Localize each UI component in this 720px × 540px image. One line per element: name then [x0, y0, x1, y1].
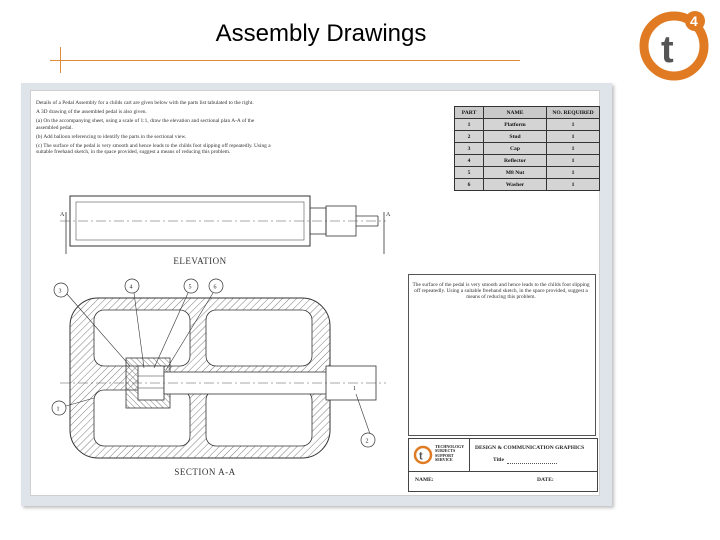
section-label: SECTION A-A	[174, 467, 236, 477]
elevation-label: ELEVATION	[173, 256, 227, 266]
slide-title: Assembly Drawings	[215, 20, 427, 47]
parts-list-table	[454, 106, 600, 191]
part-number: 2	[455, 131, 484, 143]
title-cross-mark-horizontal	[50, 60, 70, 61]
title-block-org: TECHNOLOGY SUBJECTS SUPPORT SERVICE	[435, 444, 465, 463]
section-view	[52, 279, 386, 458]
part-number: 1	[455, 119, 484, 131]
part-name: Stud	[484, 131, 547, 143]
col-header-name: NAME	[484, 107, 547, 119]
col-header-part: PART	[455, 107, 484, 119]
title-block	[408, 438, 598, 492]
svg-text:5: 5	[188, 284, 192, 291]
technical-drawing	[30, 190, 400, 490]
logo-superscript: 4	[690, 13, 698, 29]
logo-letter: t	[661, 29, 674, 71]
table-row	[455, 143, 600, 155]
instruction-a: (a) On the accompanying sheet, using a scale of 1:1, draw the elevation and sectional plan A-A of the assembled pedal.	[36, 118, 255, 131]
title-block-name-label: NAME:	[415, 477, 434, 483]
svg-text:1: 1	[353, 386, 356, 392]
elevation-view	[60, 196, 391, 254]
instruction-b: (b) Add balloon referencing to identify the parts in the sectional view.	[36, 133, 187, 140]
part-number: 5	[455, 167, 484, 179]
table-row	[455, 119, 600, 131]
svg-text:3: 3	[58, 288, 62, 295]
part-name: Washer	[484, 179, 547, 191]
part-number: 4	[455, 155, 484, 167]
instructions-text	[36, 100, 276, 158]
part-number: 3	[455, 143, 484, 155]
title-block-rule	[409, 471, 597, 472]
title-block-heading: DESIGN & COMMUNICATION GRAPHICS	[475, 445, 585, 451]
instruction-3d: A 3D drawing of the assembled pedal is also given.	[36, 109, 147, 116]
section-marker-left: A	[60, 212, 65, 218]
part-quantity: 1	[547, 143, 600, 155]
parts-table-header-row	[455, 107, 600, 119]
table-row	[455, 179, 600, 191]
title-block-divider	[469, 439, 470, 471]
answer-box-prompt: The surface of the pedal is very smooth and hence leads to the childs foot slipping off repeatedly. Using a suitable freehand sketch, in the space provided, suggest a means of reducing this problem.	[412, 282, 590, 301]
table-row	[455, 131, 600, 143]
svg-text:2: 2	[365, 438, 369, 445]
svg-text:1: 1	[56, 406, 60, 413]
instruction-intro: Details of a Pedal Assembly for a childs cart are given below with the parts list tabulated to the right.	[36, 100, 254, 106]
svg-text:4: 4	[129, 284, 133, 291]
part-name: Platform	[484, 119, 547, 131]
table-row	[455, 155, 600, 167]
part-name: M8 Nut	[484, 167, 547, 179]
svg-text:6: 6	[213, 284, 217, 291]
section-cavity-bottom-right	[206, 390, 312, 446]
part-quantity: 1	[547, 179, 600, 191]
balloon-2	[361, 433, 375, 447]
part-name: Reflector	[484, 155, 547, 167]
part-name: Cap	[484, 143, 547, 155]
instruction-c: (c) The surface of the pedal is very smooth and hence leads to the childs foot slipping off repeatedly. Using a suitable freehand sketch, in the space provided, suggest a means of reducing this problem.	[36, 143, 271, 156]
title-block-title-label: Title	[493, 457, 504, 463]
title-underline	[60, 60, 520, 61]
part-quantity: 1	[547, 167, 600, 179]
part-quantity: 1	[547, 119, 600, 131]
col-header-no-required: NO. REQUIRED	[547, 107, 600, 119]
svg-text:t: t	[419, 450, 423, 463]
title-block-date-label: DATE:	[537, 477, 554, 483]
section-marker-right: A	[386, 212, 391, 218]
title-block-title-line	[507, 463, 557, 464]
table-row	[455, 167, 600, 179]
section-cavity-top-right	[206, 310, 312, 366]
title-block-logo-icon	[413, 445, 433, 465]
part-quantity: 1	[547, 131, 600, 143]
t4-logo	[634, 4, 714, 84]
part-number: 6	[455, 179, 484, 191]
part-quantity: 1	[547, 155, 600, 167]
